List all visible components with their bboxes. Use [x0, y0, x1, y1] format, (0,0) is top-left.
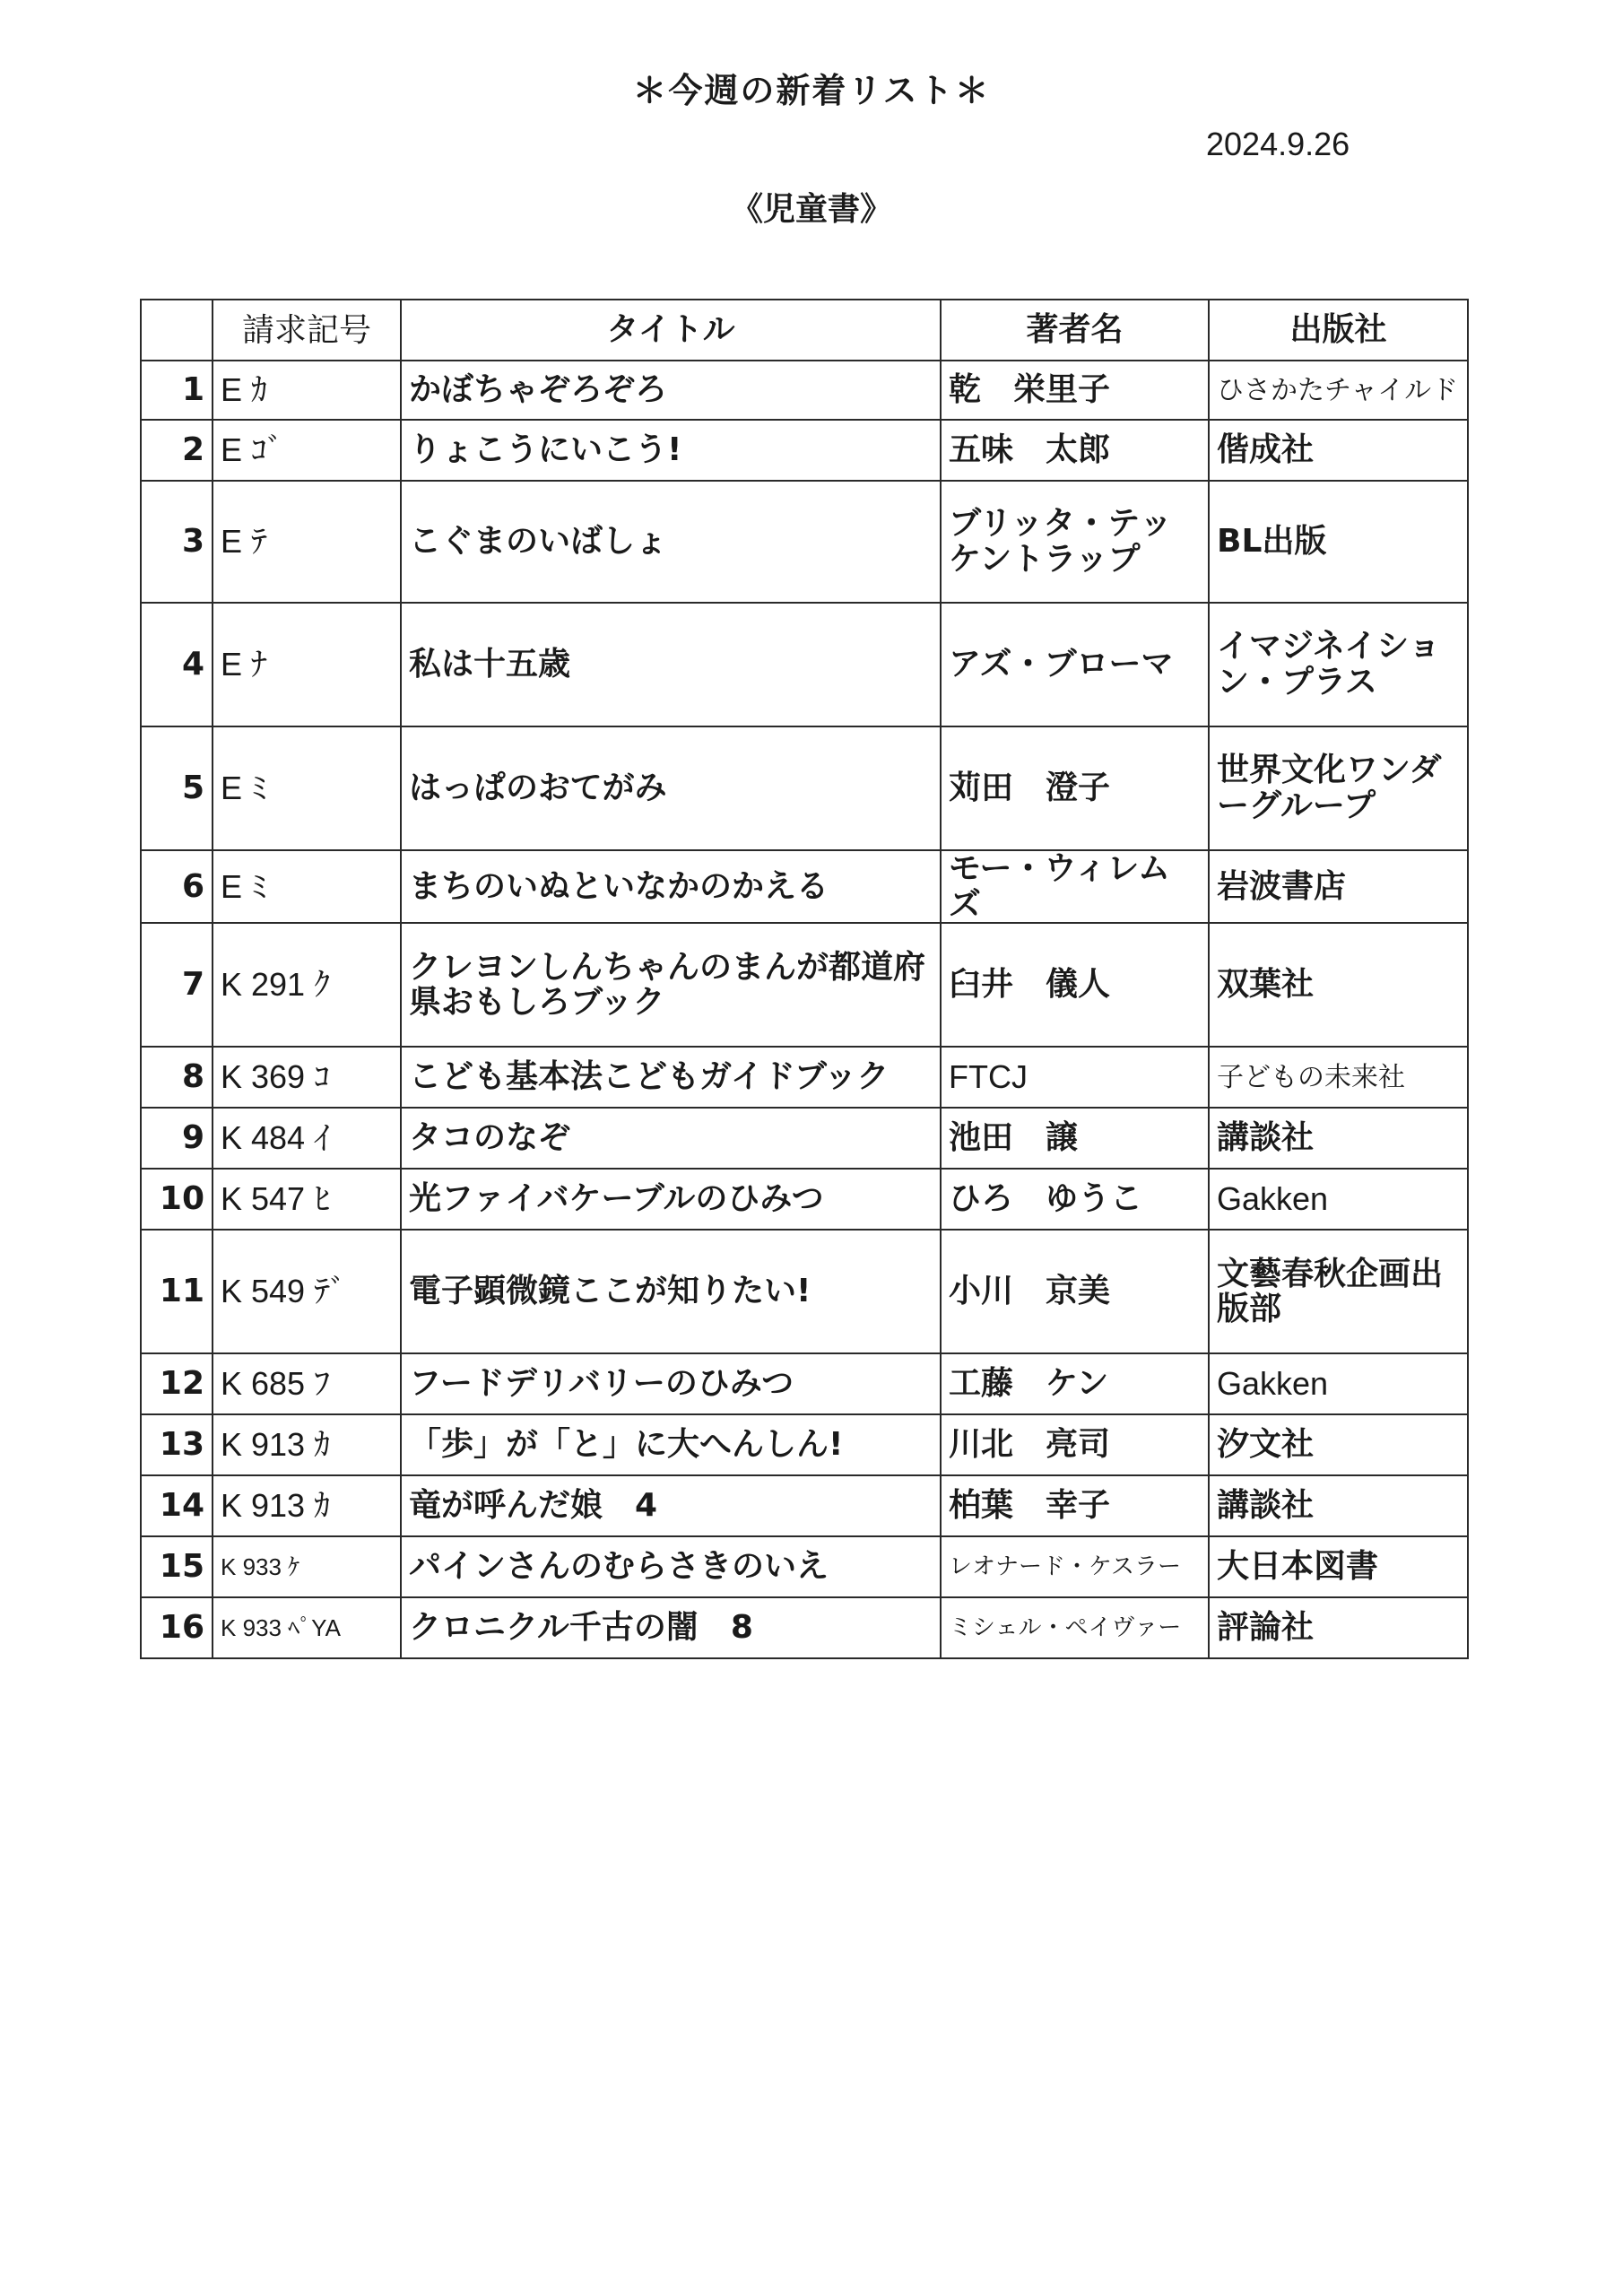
book-publisher: ひさかたチャイルド — [1209, 361, 1468, 420]
call-number: K 291 ｸ — [213, 923, 401, 1047]
book-author: FTCJ — [941, 1047, 1209, 1108]
table-row — [141, 361, 1468, 420]
page-title: ＊今週の新着リスト＊ — [632, 71, 991, 110]
table-row — [141, 603, 1468, 726]
table-row — [141, 726, 1468, 850]
book-author: 小川 京美 — [941, 1230, 1209, 1353]
call-number: K 547 ﾋ — [213, 1169, 401, 1230]
book-publisher: 双葉社 — [1209, 923, 1468, 1047]
book-publisher: 偕成社 — [1209, 420, 1468, 481]
book-publisher: 文藝春秋企画出版部 — [1209, 1230, 1468, 1353]
book-title: タコのなぞ — [401, 1108, 941, 1169]
book-publisher: Gakken — [1209, 1353, 1468, 1414]
book-author: 川北 亮司 — [941, 1414, 1209, 1475]
column-header-title: タイトル — [401, 300, 941, 361]
call-number: E ﾅ — [213, 603, 401, 726]
book-title: はっぱのおてがみ — [401, 726, 941, 850]
book-author: 工藤 ケン — [941, 1353, 1209, 1414]
book-title: 竜が呼んだ娘 4 — [401, 1475, 941, 1536]
row-number: 16 — [141, 1597, 213, 1658]
book-title: かぼちゃぞろぞろ — [401, 361, 941, 420]
table-row — [141, 1047, 1468, 1108]
row-number: 10 — [141, 1169, 213, 1230]
call-number: E ｶ — [213, 361, 401, 420]
book-title: こぐまのいばしょ — [401, 481, 941, 603]
row-number: 15 — [141, 1536, 213, 1597]
book-author: モー・ウィレムズ — [941, 850, 1209, 923]
call-number: K 913 ｶ — [213, 1475, 401, 1536]
book-title: こども基本法こどもガイドブック — [401, 1047, 941, 1108]
column-header-number — [141, 300, 213, 361]
table-row — [141, 481, 1468, 603]
call-number: K 933 ﾍﾟYA — [213, 1597, 401, 1658]
book-publisher: 評論社 — [1209, 1597, 1468, 1658]
call-number: K 549 ﾃﾞ — [213, 1230, 401, 1353]
book-author: 五味 太郎 — [941, 420, 1209, 481]
book-title: 私は十五歳 — [401, 603, 941, 726]
book-publisher: 講談社 — [1209, 1108, 1468, 1169]
row-number: 12 — [141, 1353, 213, 1414]
table-body — [141, 361, 1468, 1658]
row-number: 2 — [141, 420, 213, 481]
book-author: 苅田 澄子 — [941, 726, 1209, 850]
book-author: 乾 栄里子 — [941, 361, 1209, 420]
table-row — [141, 420, 1468, 481]
call-number: E ｺﾞ — [213, 420, 401, 481]
call-number: K 933 ｹ — [213, 1536, 401, 1597]
call-number: E ﾐ — [213, 726, 401, 850]
book-title: クロニクル千古の闇 8 — [401, 1597, 941, 1658]
book-author: 柏葉 幸子 — [941, 1475, 1209, 1536]
row-number: 14 — [141, 1475, 213, 1536]
book-author: ひろ ゆうこ — [941, 1169, 1209, 1230]
book-publisher: 子どもの未来社 — [1209, 1047, 1468, 1108]
book-title: りょこうにいこう! — [401, 420, 941, 481]
call-number: E ﾃ — [213, 481, 401, 603]
call-number: K 484 ｲ — [213, 1108, 401, 1169]
table-row — [141, 1414, 1468, 1475]
row-number: 3 — [141, 481, 213, 603]
book-publisher: 世界文化ワンダーグループ — [1209, 726, 1468, 850]
column-header-publisher: 出版社 — [1209, 300, 1468, 361]
call-number: K 685 ﾌ — [213, 1353, 401, 1414]
book-publisher: Gakken — [1209, 1169, 1468, 1230]
book-title: 光ファイバケーブルのひみつ — [401, 1169, 941, 1230]
call-number: K 369 ｺ — [213, 1047, 401, 1108]
book-author: レオナード・ケスラー — [941, 1536, 1209, 1597]
call-number: E ﾐ — [213, 850, 401, 923]
list-date: 2024.9.26 — [1206, 126, 1350, 162]
call-number: K 913 ｶ — [213, 1414, 401, 1475]
book-publisher: 岩波書店 — [1209, 850, 1468, 923]
row-number: 7 — [141, 923, 213, 1047]
row-number: 6 — [141, 850, 213, 923]
row-number: 9 — [141, 1108, 213, 1169]
book-title: まちのいぬといなかのかえる — [401, 850, 941, 923]
book-author: ミシェル・ペイヴァー — [941, 1597, 1209, 1658]
table-row — [141, 1230, 1468, 1353]
book-publisher: 講談社 — [1209, 1475, 1468, 1536]
table-header-row — [141, 300, 1468, 361]
row-number: 5 — [141, 726, 213, 850]
new-books-table — [140, 299, 1469, 1659]
table-row — [141, 1108, 1468, 1169]
row-number: 13 — [141, 1414, 213, 1475]
book-publisher: BL出版 — [1209, 481, 1468, 603]
book-author: 臼井 儀人 — [941, 923, 1209, 1047]
table-row — [141, 1353, 1468, 1414]
book-title: パインさんのむらさきのいえ — [401, 1536, 941, 1597]
book-title: 電子顕微鏡ここが知りたい! — [401, 1230, 941, 1353]
column-header-call-number: 請求記号 — [213, 300, 401, 361]
book-publisher: 大日本図書 — [1209, 1536, 1468, 1597]
book-publisher: イマジネイション・プラス — [1209, 603, 1468, 726]
row-number: 4 — [141, 603, 213, 726]
row-number: 1 — [141, 361, 213, 420]
column-header-author: 著者名 — [941, 300, 1209, 361]
section-heading: 《児童書》 — [730, 191, 892, 228]
table-row — [141, 1597, 1468, 1658]
table-row — [141, 1475, 1468, 1536]
table-row — [141, 1536, 1468, 1597]
table-row — [141, 1169, 1468, 1230]
book-title: クレヨンしんちゃんのまんが都道府県おもしろブック — [401, 923, 941, 1047]
table-row — [141, 850, 1468, 923]
book-title: フードデリバリーのひみつ — [401, 1353, 941, 1414]
row-number: 11 — [141, 1230, 213, 1353]
book-publisher: 汐文社 — [1209, 1414, 1468, 1475]
book-title: 「歩」が「と」に大へんしん! — [401, 1414, 941, 1475]
row-number: 8 — [141, 1047, 213, 1108]
book-author: アズ・ブローマ — [941, 603, 1209, 726]
table-row — [141, 923, 1468, 1047]
book-author: ブリッタ・テッケントラップ — [941, 481, 1209, 603]
book-author: 池田 譲 — [941, 1108, 1209, 1169]
